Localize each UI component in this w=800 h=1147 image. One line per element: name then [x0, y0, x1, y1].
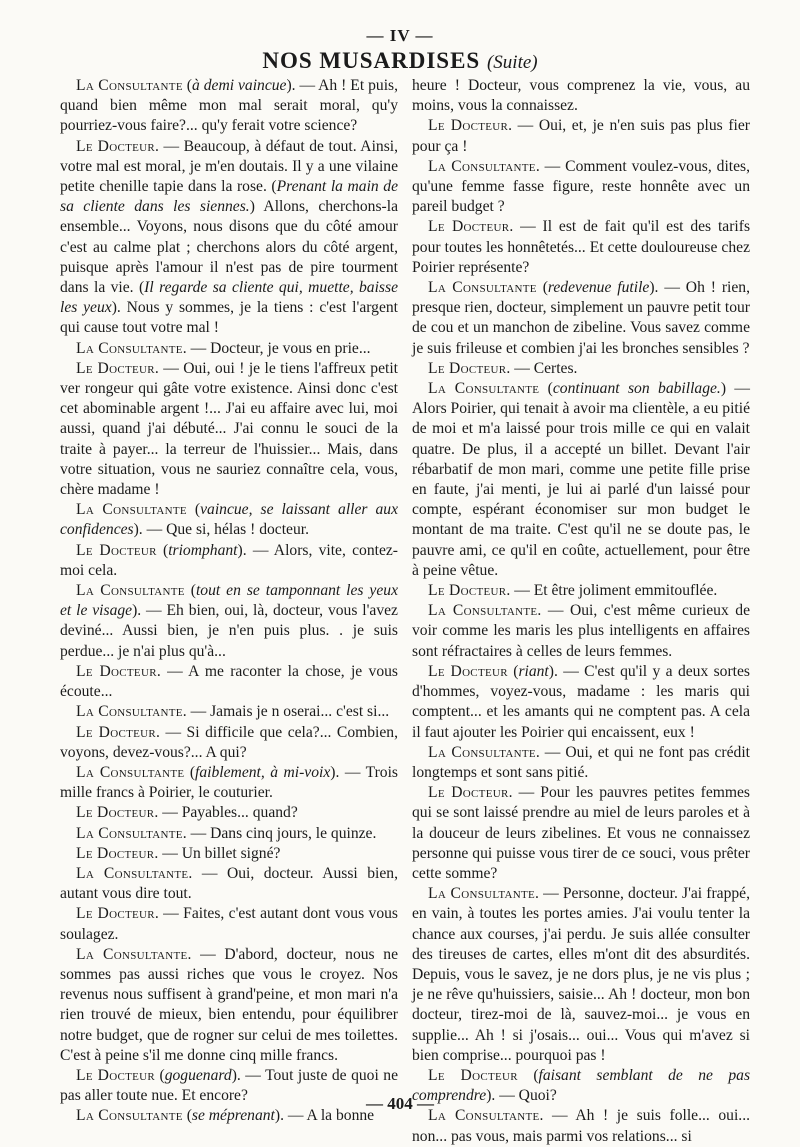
dialogue-paragraph	[412, 601, 750, 662]
speaker-name: Le Docteur	[428, 662, 508, 680]
dialogue-paragraph	[412, 217, 750, 278]
speaker-name: La Consultante	[428, 1107, 540, 1125]
dialogue-paragraph	[412, 581, 750, 601]
dialogue-text: (	[536, 279, 548, 297]
dialogue-text: . — Dans cinq jours, le quinze.	[182, 824, 377, 842]
dialogue-text: . — Un billet signé?	[154, 844, 281, 862]
speaker-name: La Consultante	[428, 885, 536, 903]
dialogue-paragraph	[60, 500, 398, 540]
speaker-name: Le Docteur	[428, 218, 510, 236]
speaker-name: La Consultante	[428, 279, 537, 297]
dialogue-text: . — Beaucoup, à défaut de tout. Ainsi, votre mal est moral, je m'en doutais. Il y a une vilaine petite chenille tapie dans la rose. (	[60, 137, 398, 196]
speaker-name: Le Docteur	[428, 1066, 518, 1084]
stage-direction: triomphant	[168, 541, 238, 559]
dialogue-text: . — Oui, et, je n'en suis pas plus fier pour ça !	[412, 117, 750, 155]
speaker-name: La Consultante	[76, 703, 183, 721]
dialogue-paragraph	[412, 662, 750, 743]
dialogue-text: ). — Eh bien, oui, là, docteur, vous l'avez deviné... Aussi bien, je n'en puis plus. . je suis perdue... je n'ai plus qu'à...	[60, 602, 398, 660]
dialogue-text: . — Oui, oui ! je le tiens l'affreux petit ver rongeur qui gâte votre existence. Ainsi donc c'est cet abominable argent !... J'ai eu affaire avec lui, moi aussi, quand j'ai débuté... J'ai connu le souci de la traite à payer... la terreur de l'huissier... Mais, dans votre situation, vous ne sauriez connaître cela, vous, chère madame !	[60, 359, 398, 499]
speaker-name: La Consultante	[76, 582, 185, 600]
speaker-name: La Consultante	[76, 824, 183, 842]
dialogue-paragraph	[412, 884, 750, 1066]
speaker-name: Le Docteur	[76, 541, 157, 559]
dialogue-paragraph	[60, 137, 398, 339]
dialogue-paragraph	[60, 662, 398, 702]
dialogue-text: (	[156, 541, 169, 559]
title-text: NOS MUSARDISES	[262, 48, 481, 73]
speaker-name: La Consultante	[76, 864, 189, 882]
dialogue-paragraph	[60, 803, 398, 823]
dialogue-text: . — Si difficile que cela?... Combien, voyons, devez-vous?... A qui?	[60, 723, 399, 761]
dialogue-text: (	[182, 1107, 192, 1125]
speaker-name: Le Docteur	[428, 359, 507, 377]
dialogue-text: ). — Ah ! Et puis, quand bien même mon mal serait moral, qu'y pourriez-vous faire?... qu'y ferait votre science?	[60, 77, 398, 135]
dialogue-text: ) Allons, cherchons-la ensemble... Voyons, nous disons que du côté amour c'est au calme plat ; cherchons alors du côté argent, puisque après l'amour il n'est pas de pire tourment dans la vie. (	[60, 198, 398, 297]
dialogue-paragraph	[412, 76, 750, 116]
stage-direction: continuant son babillage.	[552, 380, 721, 398]
stage-direction: goguenard	[164, 1066, 232, 1084]
dialogue-paragraph	[60, 702, 398, 722]
dialogue-paragraph	[412, 379, 750, 581]
dialogue-text: ). — A la bonne	[274, 1107, 375, 1125]
speaker-name: La Consultante	[76, 339, 183, 357]
dialogue-paragraph	[412, 743, 750, 783]
speaker-name: Le Docteur	[76, 662, 157, 680]
dialogue-paragraph	[60, 359, 398, 500]
dialogue-paragraph	[412, 157, 750, 218]
speaker-name: Le Docteur	[76, 1066, 155, 1084]
dialogue-text: ). — C'est qu'il y a deux sortes d'hommes, voyez-vous, madame : les maris qui comptent... et les amants qui ne comptent pas. A cela il faut ajouter les Poirier qui encaissent, eux !	[412, 662, 750, 741]
stage-direction: vaincue, se laissant aller aux confidences	[60, 501, 398, 539]
stage-direction: riant	[518, 662, 549, 680]
dialogue-paragraph	[60, 723, 398, 763]
dialogue-text: ). — Que si, hélas ! docteur.	[133, 521, 309, 539]
speaker-name: La Consultante	[76, 763, 185, 781]
speaker-name: La Consultante	[76, 945, 188, 963]
speaker-name: Le Docteur	[76, 137, 156, 155]
stage-direction: Il regarde sa cliente qui, muette, baisse les yeux	[60, 279, 398, 317]
speaker-name: La Consultante	[76, 501, 187, 519]
dialogue-text: . — Et être joliment emmitouflée.	[506, 582, 718, 600]
dialogue-paragraph	[60, 581, 398, 662]
dialogue-text: . — Il est de fait qu'il est des tarifs pour toutes les honnêtetés... Et cette douloureuse chez Poirier représente?	[412, 218, 751, 276]
dialogue-text: (	[182, 77, 192, 94]
dialogue-text: (	[184, 582, 196, 600]
dialogue-text: . — D'abord, docteur, nous ne sommes pas aussi riches que vous le croyez. Nos revenus nous suffisent à grand'peine, et mon mari n'a rien trouvé de mieux, bien entendu, pour équilibrer notre budget, que de rogner sur celui de mes toilettes. C'est à peine s'il me donne cinq mille francs.	[60, 945, 398, 1064]
speaker-name: Le Docteur	[76, 804, 155, 822]
dialogue-text: ). — Tout juste de quoi ne pas aller toute nue. Et encore?	[60, 1066, 398, 1105]
speaker-name: Le Docteur	[428, 582, 507, 600]
dialogue-text: . — Oui, et qui ne font pas crédit longtemps et sont sans pitié.	[412, 743, 750, 781]
stage-direction: Prenant la main de sa cliente dans les siennes.	[60, 178, 398, 216]
speaker-name: Le Docteur	[76, 359, 155, 377]
dialogue-paragraph	[60, 763, 398, 803]
dialogue-paragraph	[60, 76, 398, 137]
stage-direction: faisant semblant de ne pas comprendre	[412, 1066, 751, 1105]
dialogue-paragraph	[412, 278, 750, 359]
dialogue-paragraph	[60, 945, 398, 1066]
speaker-name: La Consultante	[428, 157, 536, 175]
dialogue-text: (	[517, 1066, 539, 1084]
dialogue-text: (	[539, 380, 553, 398]
dialogue-paragraph	[60, 339, 398, 359]
dialogue-text: . — Oui, c'est même curieux de voir comme les maris les plus intelligents en affaires sont réfractaires à celles de leurs femmes.	[412, 602, 750, 660]
stage-direction: faiblement, à mi-voix	[195, 763, 331, 781]
stage-direction: à demi vaincue	[191, 77, 287, 94]
dialogue-paragraph	[412, 783, 750, 884]
dialogue-text: ). — Trois mille francs à Poirier, le couturier.	[60, 763, 398, 802]
speaker-name: La Consultante	[76, 77, 183, 94]
dialogue-text: . — Certes.	[506, 359, 578, 377]
stage-direction: redevenue futile	[547, 279, 650, 297]
left-text-column	[60, 76, 399, 1125]
dialogue-paragraph	[60, 864, 398, 904]
dialogue-paragraph	[60, 904, 398, 944]
page-number: — 404 —	[366, 1094, 434, 1113]
dialogue-text: heure ! Docteur, vous comprenez la vie, vous, au moins, vous la connaissez.	[412, 77, 750, 115]
dialogue-text: . — Payables... quand?	[154, 804, 298, 822]
dialogue-text: . — Ah ! je suis folle... oui... non... pas vous, mais parmi vos relations... si	[412, 1107, 750, 1145]
page-header-marker: — IV —	[366, 26, 434, 45]
dialogue-text: ) — Alors Poirier, qui tenait à avoir ma clientèle, a eu pitié de moi et m'a laissé pour trois mille ce qui en valait quatre. De plus, il a accepté un billet. Devant l'air rébarbatif de mon mari, comme une petite fille prise en faute, j'ai menti, je lui ai parlé d'un laissé pour compte, espérant économiser sur mon budget le montant de ma traite. C'est qu'il ne se doute pas, le pauvre ami, ce qu'il en coûte, actuellement, pour être à peine vêtue.	[412, 380, 751, 579]
dialogue-text: (	[186, 501, 201, 519]
dialogue-text: ). — Quoi?	[486, 1087, 557, 1105]
dialogue-text: (	[184, 763, 196, 781]
speaker-name: La Consultante	[76, 1107, 183, 1125]
dialogue-text: (	[507, 662, 519, 680]
dialogue-paragraph	[60, 824, 398, 844]
dialogue-text: ). — Alors, vite, contez-moi cela.	[60, 541, 398, 579]
dialogue-text: . — Jamais je n oserai... c'est si...	[182, 703, 390, 721]
dialogue-text: . — Personne, docteur. J'ai frappé, en vain, à toutes les portes amies. J'ai voulu tenter la chance aux courses, j'ai perdu. Je suis allée consulter des tireuses de cartes, elles m'ont dit des absurdités. Depuis, vous le savez, je ne dors plus, je ne vis plus ; je ne rêve qu'huissiers, saisie... Ah ! docteur, mon bon docteur, tirez-moi de là, sauvez-moi... je vous en supplie... Ah ! si j'osais... oui... Vous qui m'avez si bien comprise... pourquoi pas !	[412, 885, 750, 1064]
speaker-name: Le Docteur	[76, 723, 157, 741]
speaker-name: Le Docteur	[76, 905, 155, 923]
speaker-name: La Consultante	[428, 743, 536, 761]
speaker-name: Le Docteur	[428, 117, 509, 135]
right-text-column	[412, 76, 751, 1145]
dialogue-text: . — Pour les pauvres petites femmes qui se sont laissé prendre au miel de leurs paroles et à la douceur de leurs zibelines. Et vous ne connaissez personne qui puisse vous tirer de ce souci, vous prêter cette somme?	[412, 784, 751, 882]
dialogue-text: ). Nous y sommes, je la tiens : c'est l'argent qui cause tout votre mal !	[60, 299, 399, 337]
dialogue-text: . — Faites, c'est autant dont vous vous soulagez.	[60, 905, 398, 943]
speaker-name: Le Docteur	[428, 784, 509, 802]
title-suffix: (Suite)	[486, 52, 538, 73]
dialogue-paragraph	[60, 541, 398, 581]
dialogue-text: ). — Oh ! rien, presque rien, docteur, simplement un pauvre petit tour de cou et un manchon de zibeline. Vous savez comme je suis frileuse et combien j'ai les bronches sensibles ?	[412, 279, 750, 357]
dialogue-text: . — Comment voulez-vous, dites, qu'une femme fasse figure, reste honnête avec un pareil budget ?	[412, 157, 750, 216]
dialogue-paragraph	[60, 844, 398, 864]
dialogue-text: . — Oui, docteur. Aussi bien, autant vous dire tout.	[60, 864, 399, 903]
dialogue-text: (	[155, 1066, 165, 1084]
stage-direction: tout en se tamponnant les yeux et le visage	[60, 582, 398, 620]
dialogue-text: . — Docteur, je vous en prie...	[182, 339, 371, 357]
speaker-name: Le Docteur	[76, 844, 155, 862]
speaker-name: La Consultante	[428, 380, 540, 398]
dialogue-paragraph	[412, 116, 750, 156]
speaker-name: La Consultante	[428, 602, 538, 620]
stage-direction: se méprenant	[191, 1107, 275, 1125]
article-title	[0, 48, 800, 74]
dialogue-paragraph	[412, 359, 750, 379]
dialogue-text: . — A me raconter la chose, je vous écoute...	[60, 662, 399, 701]
